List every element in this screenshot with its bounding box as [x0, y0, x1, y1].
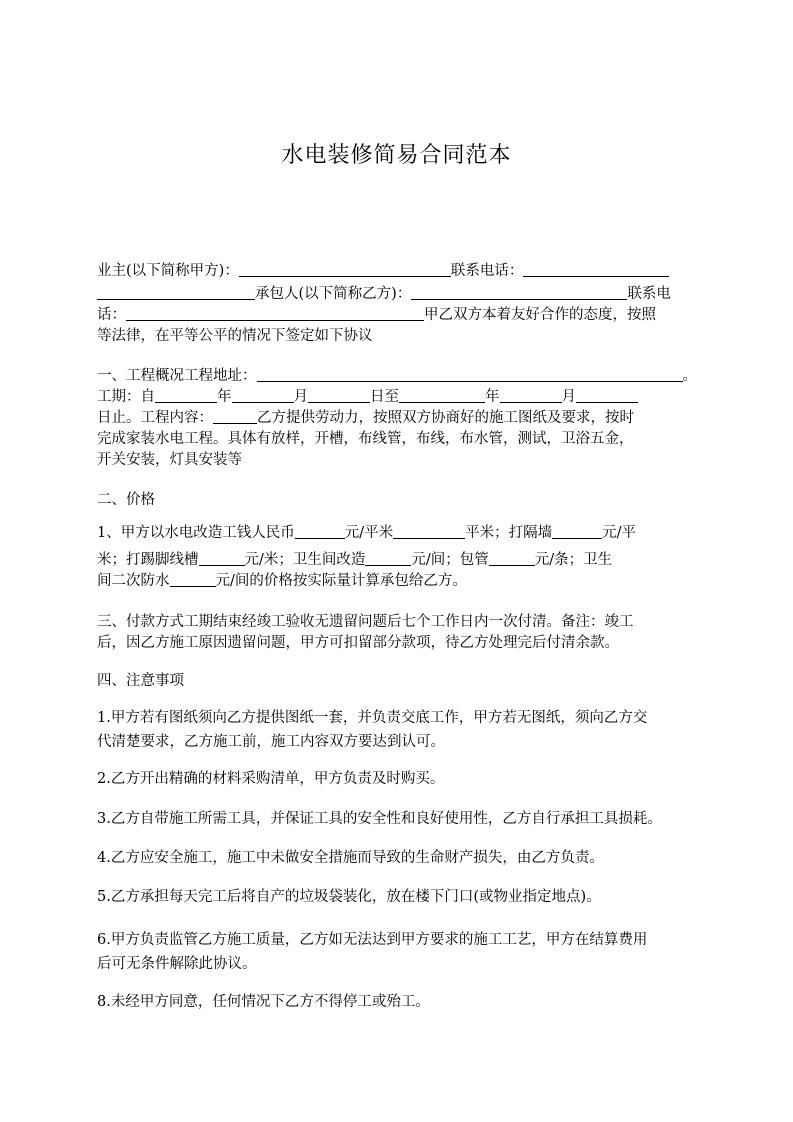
page-title: 水电装修简易合同范本	[281, 143, 512, 168]
contractor-phone-label-a: 联系电	[627, 286, 671, 302]
item-4: 4.乙方应安全施工，施工中未做安全措施而导致的生命财产损失，由乙方负责。	[97, 850, 604, 866]
owner-name-field[interactable]	[239, 260, 451, 277]
bathroom-price-field[interactable]	[365, 549, 411, 566]
end-year-label: 年	[485, 389, 500, 405]
owner-phone-label: 联系电话：	[450, 263, 524, 279]
pipe-label: 元/间；包管	[411, 552, 489, 568]
section4-heading: 四、注意事项	[97, 673, 184, 689]
agreement-line	[97, 325, 373, 347]
start-month-label: 月	[293, 389, 308, 405]
payment-line-1: 三、付款方式工期结束经竣工验收无遗留问题后七个工作日内一次付清。备注：竣工	[97, 614, 634, 630]
toilet-label: 元/条；卫生	[534, 552, 613, 568]
skirting-label: 米；打踢脚线槽	[97, 552, 199, 568]
work-text-b: 完成家装水电工程。具体有放样，开槽，布线管，布线，布水管，测试，卫浴五金，	[97, 431, 634, 447]
work-text-line-b	[97, 428, 634, 450]
unit-sqm: 元/平米	[344, 525, 394, 541]
item-5: 5.乙方承担每天完工后将自产的垃圾袋装化，放在楼下门口(或物业指定地点)。	[97, 889, 601, 905]
item-8: 8.未经甲方同意，任何情况下乙方不得停工或殆工。	[97, 994, 430, 1010]
agreement-text-b: 等法律，在平等公平的情况下签定如下协议	[97, 328, 373, 344]
contractor-phone-line	[97, 304, 656, 326]
item-6-line-a: 6.甲方负责监管乙方施工质量，乙方如无法达到甲方要求的施工工艺，甲方在结算费用	[97, 932, 648, 948]
item-6-line-b: 后可无条件解除此协议。	[97, 956, 257, 972]
bathroom-label: 元/米；卫生间改造	[244, 552, 366, 568]
contractor-label: 承包人(以下简称乙方)：	[255, 286, 412, 302]
item-2: 2.乙方开出精确的材料采购清单，甲方负责及时购买。	[97, 771, 445, 787]
partition-price-field[interactable]	[552, 522, 602, 539]
work-text-line-c	[97, 449, 242, 471]
owner-line	[97, 260, 669, 282]
end-day-field[interactable]	[576, 386, 638, 403]
price-line-2	[97, 549, 612, 571]
payment-line-2: 后，因乙方施工原因遗留问题，甲方可扣留部分款项，待乙方处理完后付清余款。	[97, 635, 619, 651]
waterproof-label: 间二次防水	[97, 573, 170, 589]
sqm-partition: 平米；打隔墙	[465, 525, 553, 541]
start-year-label: 年	[217, 389, 232, 405]
site-address-field[interactable]	[257, 365, 683, 382]
price-line-3	[97, 570, 467, 592]
day-to-label: 日至	[370, 389, 399, 405]
period-mark: 。	[682, 368, 697, 384]
end-month-field[interactable]	[500, 386, 562, 403]
period-line	[97, 386, 638, 408]
area-field[interactable]	[393, 522, 465, 539]
end-year-field[interactable]	[399, 386, 485, 403]
owner-phone-field[interactable]	[523, 260, 669, 277]
start-day-field[interactable]	[308, 386, 370, 403]
section1-heading: 一、工程概况工程地址：	[97, 368, 257, 384]
section1-heading-line	[97, 365, 697, 387]
item-1-line-b: 代清楚要求，乙方施工前，施工内容双方要达到认可。	[97, 734, 445, 750]
item-3: 3.乙方自带施工所需工具，并保证工具的安全性和良好使用性，乙方自行承担工具损耗。	[97, 811, 662, 827]
section2-heading: 二、价格	[97, 492, 155, 508]
agreement-text-a: 甲乙双方本着友好合作的态度，按照	[424, 307, 656, 323]
owner-label: 业主(以下简称甲方)：	[97, 263, 239, 279]
period-prefix: 工期：自	[97, 389, 155, 405]
price-per-sqm-field[interactable]	[295, 522, 345, 539]
waterproof-price-field[interactable]	[170, 570, 216, 587]
work-content-line	[97, 407, 634, 429]
start-month-field[interactable]	[232, 386, 294, 403]
contractor-line	[97, 283, 671, 305]
contractor-phone-label-b: 话：	[97, 307, 126, 323]
contractor-name-field[interactable]	[411, 283, 627, 300]
price-text-a: 1、甲方以水电改造工钱人民币	[97, 525, 295, 541]
owner-phone-field-cont[interactable]	[97, 283, 255, 300]
end-text: 日止。工程内容：	[97, 410, 213, 426]
contractor-phone-field[interactable]	[126, 304, 424, 321]
end-month-label: 月	[561, 389, 576, 405]
unit-yuan-ping: 元/平	[602, 525, 637, 541]
work-text-c: 开关安装，灯具安装等	[97, 452, 242, 468]
work-content-field[interactable]	[213, 407, 257, 424]
pipe-price-field[interactable]	[489, 549, 535, 566]
price-text-end: 元/间的价格按实际量计算承包给乙方。	[215, 573, 467, 589]
price-line-1	[97, 522, 636, 544]
start-year-field[interactable]	[155, 386, 217, 403]
work-text-a: 乙方提供劳动力，按照双方协商好的施工图纸及要求，按时	[257, 410, 634, 426]
skirting-price-field[interactable]	[199, 549, 245, 566]
item-1-line-a: 1.甲方若有图纸须向乙方提供图纸一套，并负责交底工作，甲方若无图纸，须向乙方交	[97, 710, 648, 726]
